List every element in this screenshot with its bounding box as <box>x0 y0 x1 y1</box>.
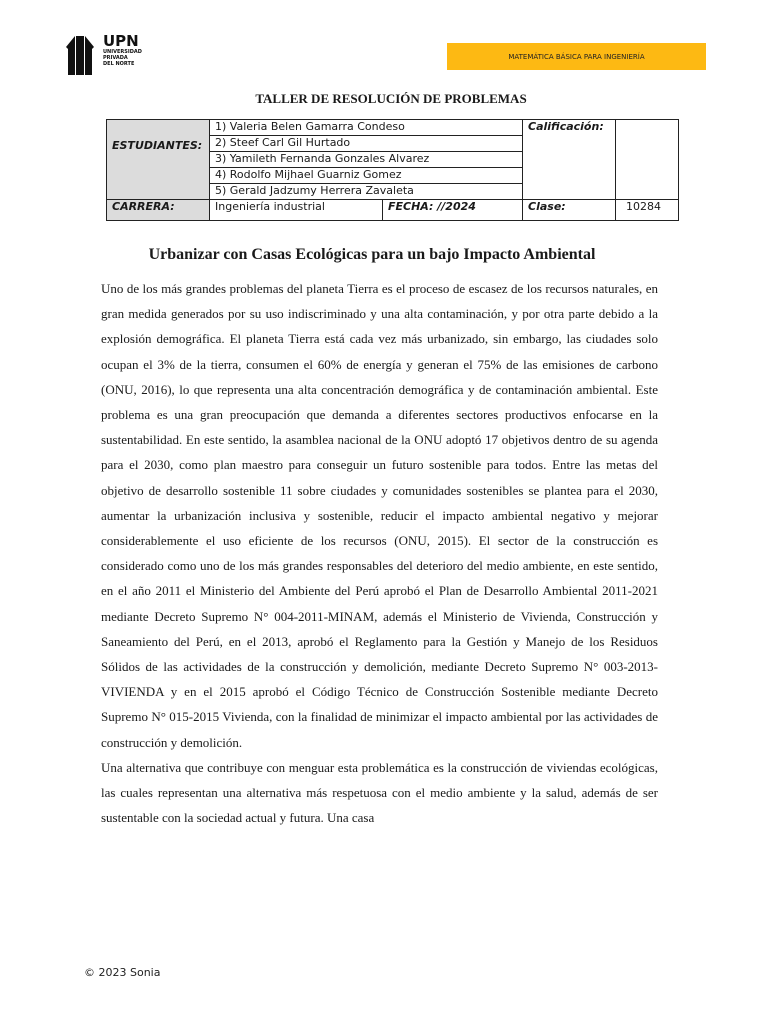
student-info-table <box>106 119 679 221</box>
student-row: 4) Rodolfo Mijhael Guarniz Gomez <box>210 168 523 184</box>
logo-wordmark: UPN <box>103 32 139 50</box>
class-label: Clase: <box>523 200 616 221</box>
section-title: Urbanizar con Casas Ecológicas para un bajo Impacto Ambiental <box>148 246 596 263</box>
upn-logo <box>66 33 146 75</box>
class-value: 10284 <box>616 200 679 221</box>
logo-subtitle: UNIVERSIDAD PRIVADA DEL NORTE <box>103 49 142 67</box>
body-text <box>101 276 658 830</box>
grade-label: Calificación: <box>523 120 616 200</box>
student-row: 2) Steef Carl Gil Hurtado <box>210 136 523 152</box>
student-row: 5) Gerald Jadzumy Herrera Zavaleta <box>210 184 523 200</box>
paragraph: Uno de los más grandes problemas del planeta Tierra es el proceso de escasez de los recursos naturales, en gran medida generados por su uso indiscriminado y una alta contaminación, y por otra parte debido a la explosión demográfica. El planeta Tierra está cada vez más urbanizado, sin embargo, las ciudades solo ocupan el 3% de la tierra, consumen el 60% de energía y generan el 75% de las emisiones de carbono (ONU, 2016), lo que representa una alta concentración demográfica y de contaminación ambiental. Este problema es una gran preocupación que demanda a diferentes sectores productivos enfocarse en la sustentabilidad. En este sentido, la asamblea nacional de la ONU adoptó 17 objetivos dentro de su agenda para el 2030, como plan maestro para conseguir un futuro sostenible para todos. Entre las metas del objetivo de desarrollo sostenible 11 sobre ciudades y comunidades sostenibles se plantea para el 2030, aumentar la urbanización inclusiva y sostenible, reducir el impacto ambiental negativo y mejorar considerablemente el uso eficiente de los recursos (ONU, 2015). El sector de la construcción es considerado como uno de los más grandes responsables del deterioro del medio ambiente, en este sentido, en el año 2011 el Ministerio del Ambiente del Perú aprobó el Plan de Desarrollo Ambiental 2011-2021 mediante Decreto Supremo N° 004-2011-MINAM, además el Ministerio de Vivienda, Construcción y Saneamiento del Perú, en el 2013, aprobó el Reglamento para la Gestión y Manejo de los Residuos Sólidos de las actividades de la construcción y demolición, mediante Decreto Supremo N° 003-2013-VIVIENDA y en el 2015 aprobó el Código Técnico de Construcción Sostenible mediante Decreto Supremo N° 015-2015 Vivienda, con la finalidad de minimizar el impacto ambiental por las actividades de construcción y demolición. <box>101 281 658 750</box>
course-name: MATEMÁTICA BÁSICA PARA INGENIERÍA <box>508 53 645 61</box>
paragraph: Una alternativa que contribuye con menguar esta problemática es la construcción de viviendas ecológicas, las cuales representan una alternativa más respetuosa con el medio ambiente y la salud, además de ser sustentable con la sociedad actual y futura. Una casa <box>101 759 658 826</box>
date-label: FECHA: //2024 <box>383 200 523 221</box>
student-row: 1) Valeria Belen Gamarra Condeso <box>210 120 523 136</box>
career-value: Ingeniería industrial <box>210 200 383 221</box>
upn-logo-icon <box>66 33 102 75</box>
grade-value <box>616 120 679 200</box>
course-banner <box>447 43 706 70</box>
student-row: 3) Yamileth Fernanda Gonzales Alvarez <box>210 152 523 168</box>
footer-copyright: © 2023 Sonia <box>84 966 161 979</box>
document-title: TALLER DE RESOLUCIÓN DE PROBLEMAS <box>255 91 527 106</box>
career-label: CARRERA: <box>107 200 210 221</box>
students-label: ESTUDIANTES: <box>107 120 210 200</box>
